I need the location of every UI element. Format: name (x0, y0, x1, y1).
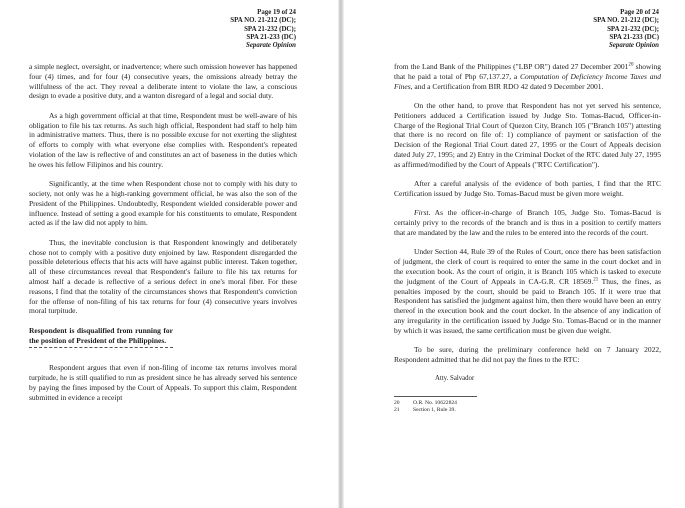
speaker-attribution: Atty. Salvador (435, 375, 475, 383)
paragraph: First. As the officer-in-charge of Branch 105, Judge Sto. Tomas-Bacud is certainly privy to the records of the branch and is thus in a position to certify matters that are mandated by the law and the rules to be entered into the records of the court. (394, 208, 661, 237)
page-body (29, 62, 297, 412)
paragraph: Respondent argues that even if non-filing of income tax returns involves moral turpitude, he is still qualified to run as president since he has already served his sentence by paying the fines imposed by the Court of Appeals. To support this claim, Respondent submitted in evidence a receipt (29, 363, 297, 402)
footnote-rule (394, 396, 477, 397)
heading-rule (29, 347, 173, 348)
paragraph: from the Land Bank of the Philippines ("LBP OR") dated 27 December 2001$^{20}$ showing that he paid a total of Php 67,137.27, a Computation of Deficiency Income Taxes and Fines, and a Certification from BIR RDO 42 dated 9 December 2001. (394, 62, 661, 91)
case-number: SPA 21-233 (DC) (609, 33, 659, 41)
page-number: Page 19 of 24 (257, 9, 296, 16)
paragraph: Under Section 44, Rule 39 of the Rules of Court, once there has been satisfaction of judgment, the clerk of court is required to enter the same in the court docket and in the execution book. As the court of origin, it is Branch 105 which is tasked to execute the judgment of the Court of Appeals in CA-G.R. CR 18569.21 Thus, the fines, as penalties imposed by the court, should be paid to Branch 105. If it were true that Respondent has satisfied the judgment against him, then there would have been an entry thereof in the execution book and the court docket. In the absence of any indication of any irregularity in the certification issued by Judge Sto. Tomas-Bacud or in the manner by which it was issued, the same certification must be given due weight. (394, 247, 661, 335)
paragraph: To be sure, during the preliminary conference held on 7 January 2022, Respondent admitted that he did not pay the fines to the RTC: (394, 345, 661, 364)
paragraph: Thus, the inevitable conclusion is that Respondent knowingly and deliberately chose not to comply with a positive duty enjoined by law. Respondent disregarded the possible deleterious effects that his acts will have against public interest. Taken together, all of these circumstances reveal that Respondent's failure to file his tax returns for almost half a decade is reflective of a serious defect in one's moral fiber. For these reasons, I find that the totality of the circumstances shows that Respondent's conviction for the offense of non-filing of his tax returns for four (4) consecutive years involves moral turpitude. (29, 237, 297, 316)
paragraph: As a high government official at that time, Respondent must be well-aware of his obligation to file his tax returns. As such high official, Respondent had staff to help him in administrative matters. Thus, there is no possible excuse for not exerting the slightest of efforts to comply with what everyone else complies with. Respondent's repeated violation of the law is reflective of and constitutes an act of baseness in the duties which he owes his fellow Filipinos and his country. (29, 110, 297, 169)
document-page-19 (0, 0, 338, 508)
paragraph: Significantly, at the time when Respondent chose not to comply with his duty to society, not only was he a high-ranking government official, he was also the son of the President of the Philippines. Undoubtedly, Respondent wielded considerable power and influence. Instead of setting a good example for his constituents to emulate, Respondent acted as if the law did not apply to him. (29, 179, 297, 228)
opinion-type: Separate Opinion (609, 42, 659, 50)
case-number: SPA NO. 21-212 (DC); (230, 17, 296, 25)
case-number: SPA 21-232 (DC); (244, 25, 296, 33)
case-number: SPA NO. 21-212 (DC); (593, 17, 659, 25)
footnote: 20 O.R. No. 10622824 (394, 400, 457, 407)
page-body (394, 62, 661, 414)
paragraph: On the other hand, to prove that Respondent has not yet served his sentence, Petitioners adduced a Certification issued by Judge Sto. Tomas-Bacud, Officer-in-Charge of the Regional Trial Court of Quezon City, Branch 105 ("Branch 105") attesting that there is no record on file of: 1) compliance of payment or satisfaction of the Decision of the Regional Trial Court dated 27, 1995 or the Court of Appeals decision dated July 27, 1995; and 2) Entry in the Criminal Docket of the RTC dated July 27, 1995 as affirmed/modified by the Court of Appeals ("RTC Certification"). (394, 100, 661, 169)
section-heading: Respondent is disqualified from running for the position of President of the Philippines. (29, 325, 173, 345)
page-header (230, 9, 296, 50)
opinion-type: Separate Opinion (246, 42, 296, 50)
page-number: Page 20 of 24 (620, 9, 659, 16)
footnote-ref[interactable]: 20 (628, 62, 634, 68)
footnote: 21 Section 1, Rule 39. (394, 407, 456, 414)
case-number: SPA 21-232 (DC); (607, 25, 659, 33)
footnote-ref[interactable]: 21 (593, 277, 599, 283)
page-header (593, 9, 659, 50)
document-page-20 (344, 0, 685, 508)
paragraph: a simple neglect, oversight, or inadvertence; where such omission however has happened four (4) times, and for four (4) consecutive years, the omissions already betray the willfulness of the act. They reveal a deliberate intent to violate the law, a conscious design to evade a positive duty, and a wanton disregard of a legal and social duty. (29, 62, 297, 101)
paragraph: After a careful analysis of the evidence of both parties, I find that the RTC Certification issued by Judge Sto. Tomas-Bacud must be given more weight. (394, 179, 661, 198)
case-number: SPA 21-233 (DC) (246, 33, 296, 41)
